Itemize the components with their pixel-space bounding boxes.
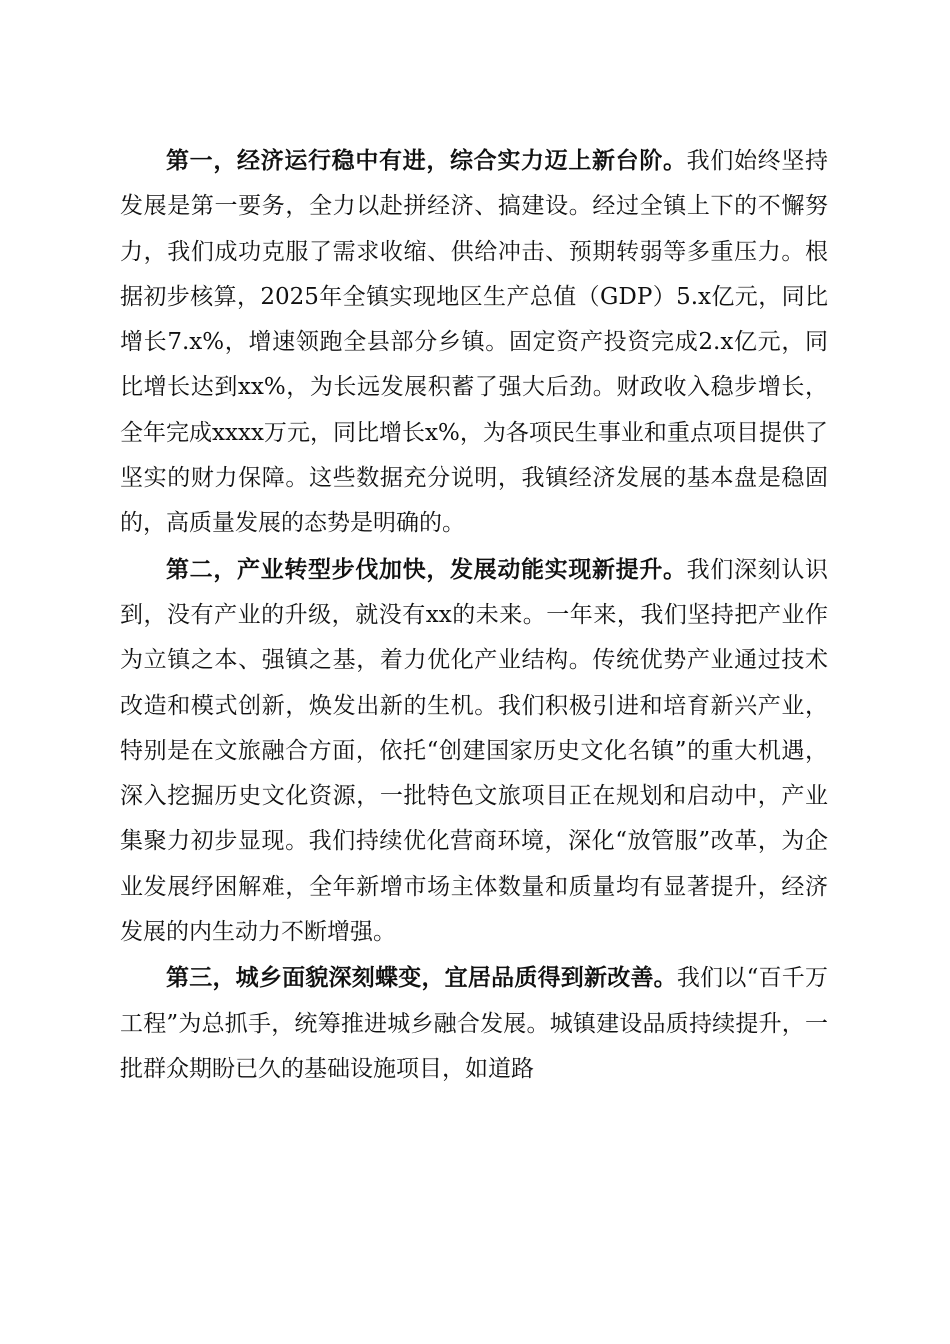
paragraph-economy <box>120 138 828 547</box>
paragraph-lead: 第一，经济运行稳中有进，综合实力迈上新台阶。 <box>166 147 687 174</box>
paragraph-lead: 第三，城乡面貌深刻蝶变，宜居品质得到新改善。 <box>166 964 677 992</box>
paragraph-industry <box>120 547 828 956</box>
paragraph-lead: 第二，产业转型步伐加快，发展动能实现新提升。 <box>166 555 687 583</box>
paragraph-text: 我们深刻认识到，没有产业的升级，就没有xx的未来。一年来，我们坚持把产业作为立镇之本、强镇之基，着力优化产业结构。传统优势产业通过技术改造和模式创新，焕发出新的生机。我们积极引进和培育新兴产业，特别是在文旅融合方面，依托“创建国家历史文化名镇”的重大机遇，深入挖掘历史文化资源，一批特色文旅项目正在规划和启动中，产业集聚力初步显现。我们持续优化营商环境，深化“放管服”改革，为企业发展纾困解难，全年新增市场主体数量和质量均有显著提升，经济发展的内生动力不断增强。 <box>120 556 829 946</box>
paragraph-text: 我们以“百千万工程”为总抓手，统筹推进城乡融合发展。城镇建设品质持续提升，一批群众期盼已久的基础设施项目，如道路 <box>120 965 829 1082</box>
paragraph-text: 我们始终坚持发展是第一要务，全力以赴拼经济、搞建设。经过全镇上下的不懈努力，我们成功克服了需求收缩、供给冲击、预期转弱等多重压力。根据初步核算，2025年全镇实现地区生产总值（GDP）5.x亿元，同比增长7.x%，增速领跑全县部分乡镇。固定资产投资完成2.x亿元，同比增长达到xx%，为长远发展积蓄了强大后劲。财政收入稳步增长，全年完成xxxx万元，同比增长x%，为各项民生事业和重点项目提供了坚实的财力保障。这些数据充分说明，我镇经济发展的基本盘是稳固的，高质量发展的态势是明确的。 <box>120 148 829 537</box>
document-body <box>120 138 828 1092</box>
paragraph-urban-rural <box>120 955 828 1092</box>
